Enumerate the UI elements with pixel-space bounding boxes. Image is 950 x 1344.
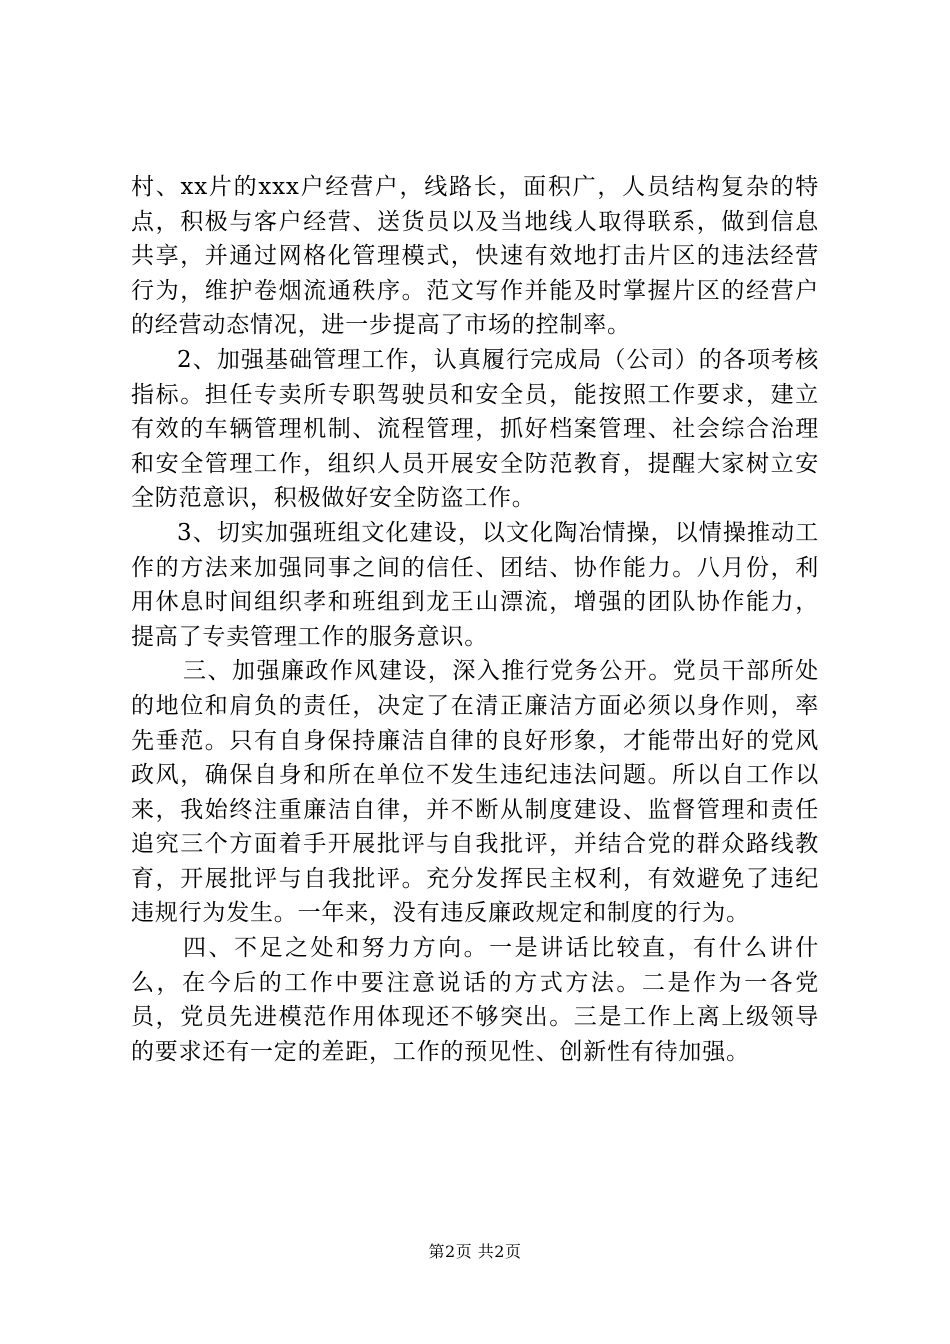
paragraph-continuation: 村、xx片的xxx户经营户，线路长，面积广，人员结构复杂的特点，积极与客户经营、送货员以及当地线人取得联系，做到信息共享，并通过网格化管理模式，快速有效地打击片区的违法经营行为，维护卷烟流通秩序。范文写作并能及时掌握片区的经营户的经营动态情况，进一步提高了市场的控制率。 (131, 174, 819, 339)
paragraph-item-2: 2、加强基础管理工作，认真履行完成局（公司）的各项考核指标。担任专卖所专职驾驶员和安全员，能按照工作要求，建立有效的车辆管理机制、流程管理，抓好档案管理、社会综合治理和安全管理工作，组织人员开展安全防范教育，提醒大家树立安全防范意识，积极做好安全防盗工作。 (131, 346, 819, 512)
paragraph-item-3: 3、切实加强班组文化建设，以文化陶冶情操，以情操推动工作的方法来加强同事之间的信任、团结、协作能力。八月份，利用休息时间组织孝和班组到龙王山漂流，增强的团队协作能力，提高了专卖管理工作的服务意识。 (131, 519, 819, 650)
paragraph-section-3: 三、加强廉政作风建设，深入推行党务公开。党员干部所处的地位和肩负的责任，决定了在清正廉洁方面必须以身作则，率先垂范。只有自身保持廉洁自律的良好形象，才能带出好的党风政风，确保自身和所在单位不发生违纪违法问题。所以自工作以来，我始终注重廉洁自律，并不断从制度建设、监督管理和责任追究三个方面着手开展批评与自我批评，并结合党的群众路线教育，开展批评与自我批评。充分发挥民主权利，有效避免了违纪违规行为发生。一年来，没有违反廉政规定和制度的行为。 (131, 658, 819, 927)
page-footer (0, 1241, 950, 1263)
paragraph-section-4: 四、不足之处和努力方向。一是讲话比较直，有什么讲什么，在今后的工作中要注意说话的方式方法。二是作为一各党员，党员先进模范作用体现还不够突出。三是工作上离上级领导的要求还有一定的差距，工作的预见性、创新性有待加强。 (131, 935, 819, 1065)
page-number-label: 第2页 共2页 (428, 1242, 522, 1261)
document-body (131, 170, 819, 1069)
